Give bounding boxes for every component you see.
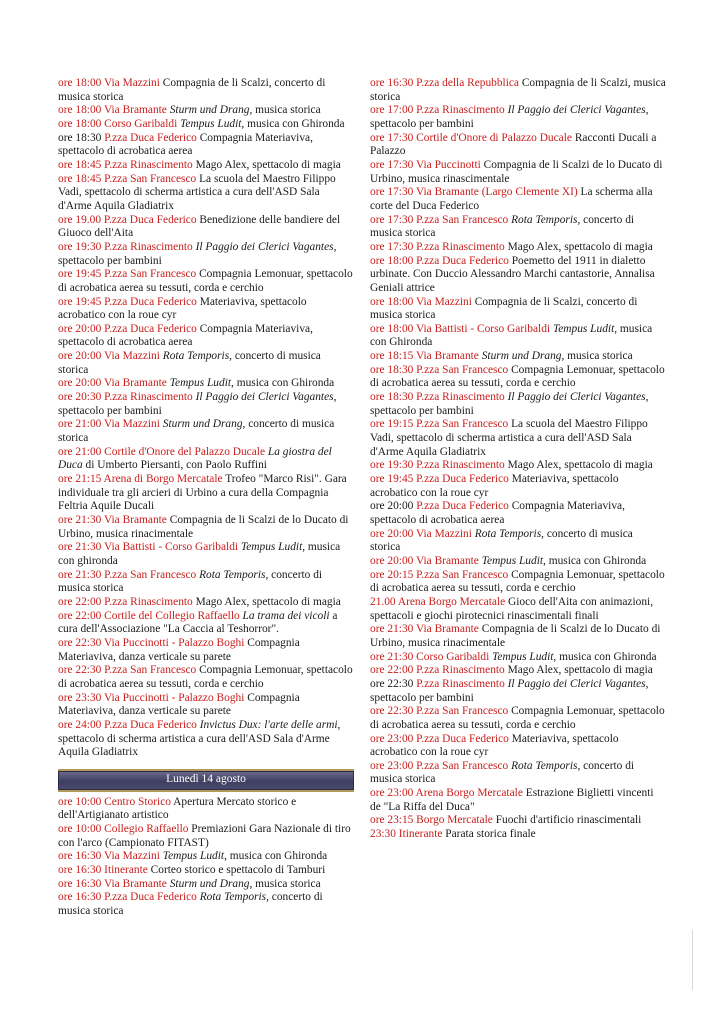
- schedule-entry: [370, 255, 666, 296]
- entry-time-location: ore 23:15 Borgo Mercatale: [370, 814, 493, 827]
- entry-time-location: ore 19:45 P.zza San Francesco: [58, 268, 197, 281]
- schedule-entry: [370, 418, 666, 459]
- schedule-entry: [370, 678, 666, 705]
- schedule-entry: [58, 296, 354, 323]
- entry-title: Tempus Ludit: [162, 850, 225, 863]
- entry-text: Compagnia Lemonuar, spettacolo di acrobatica aerea su tessuti, corda e cerchio: [58, 664, 353, 690]
- entry-time-location: ore 21:00 Cortile d'Onore del Palazzo Ducale: [58, 445, 266, 458]
- entry-text: , musica storica: [249, 877, 321, 890]
- left-entry-list: [58, 77, 354, 760]
- entry-text: Mago Alex, spettacolo di magia: [192, 158, 341, 171]
- right-entry-list: [370, 77, 666, 842]
- entry-text: La scuola del Maestro Filippo Vadi, spettacolo di scherma artistica a cura dell'ASD Sala d'Arme Aquila Gladiatrix: [58, 172, 336, 212]
- entry-time-location: ore 22:30 P.zza San Francesco: [58, 664, 197, 677]
- entry-time-location: ore 20:00 Via Bramante: [370, 554, 479, 567]
- entry-text: La scherma alla corte del Duca Federico: [370, 186, 653, 212]
- entry-text: La scuola del Maestro Filippo Vadi, spettacolo di scherma artistica a cura dell'ASD Sala d'Arme Aquila Gladiatrix: [370, 418, 648, 458]
- schedule-entry: [58, 719, 354, 760]
- schedule-entry: [370, 186, 666, 213]
- entry-title: Tempus Ludit: [180, 117, 242, 130]
- schedule-entry: [370, 296, 666, 323]
- entry-time-location: ore 20:00 P.zza Duca Federico: [58, 322, 197, 335]
- entry-text: Compagnia Materiaviva, danza verticale su parete: [58, 636, 300, 663]
- schedule-entry: [58, 350, 354, 377]
- entry-text: a cura dell'Associazione "La Caccia al Teshorror".: [58, 609, 338, 636]
- entry-title: Il Paggio dei Clerici Vagantes: [507, 391, 646, 404]
- schedule-entry: [370, 77, 666, 104]
- entry-time-location: ore 20:15 P.zza San Francesco: [370, 568, 509, 581]
- entry-text: , spettacolo per bambini: [58, 240, 337, 267]
- entry-text: Compagnia Lemonuar, spettacolo di acrobatica aerea su tessuti, corda e cerchio: [370, 568, 665, 595]
- entry-text: , spettacolo per bambini: [370, 391, 649, 417]
- entry-title: Rota Temporis: [199, 891, 267, 904]
- entry-text: Premiazioni Gara Nazionale di tiro con l'arco (Campionato FITAST): [58, 823, 351, 849]
- entry-time-location: ore 17:00 P.zza Rinascimento: [370, 104, 505, 117]
- entry-time-location: ore 17:30 Via Bramante (Largo Clemente XI): [370, 186, 578, 199]
- entry-time-location: ore 18:00 Via Bramante: [58, 104, 167, 117]
- entry-text: Mago Alex, spettacolo di magia: [192, 595, 341, 608]
- entry-time-location: ore 18:00 Via Mazzini: [58, 77, 160, 89]
- day-header: [58, 769, 354, 792]
- entry-title: Rota Temporis: [199, 568, 266, 581]
- entry-text: , musica storica: [561, 350, 633, 363]
- entry-text: , musica storica: [249, 104, 321, 117]
- entry-text: Compagnia Lemonuar, spettacolo di acrobatica aerea su tessuti, corda e cerchio: [370, 705, 665, 731]
- entry-text: Compagnia de li Scalzi de lo Ducato di Urbino, musica rinacimentale: [58, 514, 349, 540]
- entry-time-location: ore 21:30 Via Battisti - Corso Garibaldi: [58, 541, 239, 554]
- entry-time-location: ore 18:45 P.zza Rinascimento: [58, 158, 193, 171]
- entry-time-location: ore 22:00 Cortile del Collegio Raffaello: [58, 609, 240, 622]
- entry-text: Compagnia de li Scalzi de lo Ducato di Urbino, musica rinascimentale: [370, 158, 663, 185]
- schedule-entry: [58, 796, 354, 823]
- entry-time-location: ore 20:00 Via Mazzini: [58, 350, 160, 363]
- schedule-entry: [370, 528, 666, 555]
- entry-text: Materiaviva, spettacolo acrobatico con la roue cyr: [370, 732, 619, 759]
- entry-time-location: ore 18:00 P.zza Duca Federico: [370, 254, 509, 267]
- entry-title: Sturm und Drang: [481, 350, 562, 363]
- schedule-entry: [370, 473, 666, 500]
- schedule-entry: [58, 569, 354, 596]
- schedule-entry: [370, 814, 666, 828]
- entry-text: Racconti Ducali a Palazzo: [370, 131, 657, 158]
- schedule-entry: [370, 733, 666, 760]
- schedule-entry: [58, 850, 354, 864]
- entry-text: Trofeo "Marco Risi". Gara individuale tra gli arcieri di Urbino a cura della Compagnia Feltria Aquile Ducali: [58, 473, 347, 513]
- schedule-entry: [370, 596, 666, 623]
- entry-title: Tempus Ludit: [169, 377, 232, 390]
- schedule-entry: [370, 500, 666, 527]
- schedule-entry: [58, 159, 354, 173]
- entry-time-location: P.zza Rinascimento: [416, 677, 505, 690]
- entry-text: , musica con Ghironda: [241, 117, 345, 130]
- entry-title: Invictus Dux: l'arte delle armi: [199, 718, 338, 731]
- entry-text: , spettacolo per bambini: [370, 677, 649, 704]
- schedule-entry: [370, 241, 666, 255]
- schedule-entry: [370, 459, 666, 473]
- entry-time-location: ore 16:30 P.zza Duca Federico: [58, 891, 197, 904]
- schedule-entry: [58, 864, 354, 878]
- schedule-entry: [58, 637, 354, 664]
- schedule-entry: [58, 446, 354, 473]
- entry-time-location: ore 19:45 P.zza Duca Federico: [370, 473, 509, 486]
- schedule-entry: [58, 891, 354, 918]
- entry-time-location: ore 16:30 Itinerante: [58, 864, 148, 877]
- entry-text: Materiaviva, spettacolo acrobatico con la roue cyr: [58, 295, 307, 322]
- schedule-entry: [370, 391, 666, 418]
- entry-text: Apertura Mercato storico e dell'Artigianato artistico: [58, 795, 297, 822]
- schedule-entry: [58, 610, 354, 637]
- schedule-entry: [58, 692, 354, 719]
- entry-text: di Umberto Piersanti, con Paolo Ruffini: [82, 459, 267, 472]
- schedule-entry: [370, 569, 666, 596]
- entry-text: Compagnia Lemonuar, spettacolo di acrobatica aerea su tessuti, corda e cerchio: [370, 363, 665, 390]
- entry-title: Rota Temporis: [511, 213, 578, 226]
- schedule-entry: [58, 132, 354, 159]
- entry-text: , musica con Ghironda: [553, 650, 657, 663]
- schedule-entry: [58, 377, 354, 391]
- entry-time-location: ore 24:00 P.zza Duca Federico: [58, 718, 197, 731]
- entry-time-location: ore 17:30 P.zza San Francesco: [370, 213, 509, 226]
- schedule-entry: [370, 651, 666, 665]
- schedule-entry: [58, 664, 354, 691]
- schedule-entry: [370, 705, 666, 732]
- entry-time-location: ore 21:00 Via Mazzini: [58, 418, 160, 431]
- entry-title: Tempus Ludit: [492, 650, 554, 663]
- schedule-entry: [58, 823, 354, 850]
- entry-time-location: ore 20:30 P.zza Rinascimento: [58, 391, 193, 404]
- entry-text: , concerto di musica storica: [370, 527, 633, 554]
- right-column: [370, 77, 666, 842]
- entry-title: Sturm und Drang: [169, 877, 250, 890]
- entry-time-location: ore 16:30 P.zza della Repubblica: [370, 77, 519, 89]
- entry-time-location: ore 20:00 Via Mazzini: [370, 527, 472, 540]
- schedule-entry: [58, 541, 354, 568]
- entry-time-location: ore 23:00 P.zza Duca Federico: [370, 732, 509, 745]
- entry-time-location: ore 18:00 Corso Garibaldi: [58, 117, 178, 130]
- schedule-entry: [58, 104, 354, 118]
- schedule-entry: [370, 159, 666, 186]
- schedule-entry: [370, 623, 666, 650]
- entry-text: Mago Alex, spettacolo di magia: [504, 459, 653, 472]
- schedule-entry: [370, 760, 666, 787]
- entry-title: Rota Temporis: [162, 350, 230, 363]
- entry-time-location: ore 22:00 P.zza Rinascimento: [58, 595, 193, 608]
- entry-time-location: ore 19.00 P.zza Duca Federico: [58, 213, 197, 226]
- schedule-entry: [58, 268, 354, 295]
- schedule-entry: [58, 514, 354, 541]
- entry-time-location: ore 10:00 Collegio Raffaello: [58, 823, 189, 836]
- entry-text: Compagnia Materiaviva, spettacolo di acrobatica aerea: [370, 500, 625, 526]
- entry-text: , musica con ghironda: [58, 541, 341, 567]
- entry-time-location: ore 17:30 Via Puccinotti: [370, 158, 481, 171]
- entry-text: Compagnia Lemonuar, spettacolo di acrobatica aerea su tessuti, corda e cerchio: [58, 268, 353, 294]
- entry-text: Materiaviva, spettacolo acrobatico con la roue cyr: [370, 473, 619, 499]
- day-header-text: Lunedì 14 agosto: [166, 773, 246, 786]
- entry-time-location: 23:30 Itinerante: [370, 828, 443, 841]
- entry-text: Compagnia Materiaviva, spettacolo di acrobatica aerea: [58, 322, 313, 349]
- entry-time-location: ore 10:00 Centro Storico: [58, 795, 171, 808]
- entry-text: , concerto di musica storica: [58, 891, 323, 918]
- entry-text: Gioco dell'Aita con animazioni, spettacoli e giochi pirotecnici rinascimentali finali: [370, 595, 654, 622]
- entry-time-location: ore 21:15 Arena di Borgo Mercatale: [58, 473, 223, 486]
- schedule-entry: [58, 391, 354, 418]
- entry-time-location: ore 20:00 Via Bramante: [58, 377, 167, 390]
- entry-time-location: P.zza Duca Federico: [104, 131, 197, 144]
- entry-title: La trama dei vicoli: [242, 609, 330, 622]
- entry-text: , concerto di musica storica: [370, 213, 635, 240]
- entry-title: Il Paggio dei Clerici Vagantes: [195, 391, 334, 404]
- entry-text: Mago Alex, spettacolo di magia: [504, 664, 653, 677]
- entry-time-location: ore 18:00 Via Battisti - Corso Garibaldi: [370, 322, 551, 335]
- entry-time-location: ore 21:30 Via Bramante: [58, 514, 167, 526]
- entry-text: Benedizione delle bandiere del Giuoco dell'Aita: [58, 213, 341, 240]
- schedule-entry: [58, 118, 354, 132]
- schedule-entry: [370, 214, 666, 241]
- entry-text: Poemetto del 1911 in dialetto urbinate. Con Duccio Alessandro Marchi cantastorie, Annalisa Geniali attrice: [370, 254, 655, 294]
- entry-title: Il Paggio dei Clerici Vagantes: [507, 677, 646, 690]
- entry-text: , concerto di musica storica: [58, 418, 335, 445]
- entry-text: Corteo storico e spettacolo di Tamburi: [147, 864, 326, 877]
- entry-text: , spettacolo di scherma artistica a cura dell'ASD Sala d'Arme Aquila Gladiatrix: [58, 718, 341, 759]
- entry-text: , musica con Ghironda: [543, 554, 647, 567]
- entry-title: Rota Temporis: [474, 527, 542, 540]
- schedule-entry: [370, 555, 666, 569]
- entry-text: ore 20:00: [370, 500, 417, 513]
- entry-time-location: ore 21:30 Corso Garibaldi: [370, 650, 490, 663]
- entry-time-location: ore 16:30 Via Bramante: [58, 877, 167, 890]
- entry-time-location: ore 18:15 Via Bramante: [370, 350, 479, 363]
- entry-title: Rota Temporis: [511, 759, 578, 772]
- schedule-entry: [58, 241, 354, 268]
- entry-text: ore 22:30: [370, 677, 417, 690]
- entry-text: Fuochi d'artificio rinascimentali: [492, 814, 642, 827]
- schedule-entry: [58, 878, 354, 892]
- entry-time-location: ore 21:30 Via Bramante: [370, 623, 479, 636]
- entry-time-location: ore 19:30 P.zza Rinascimento: [370, 459, 505, 472]
- entry-text: Compagnia Materiaviva, spettacolo di acrobatica aerea: [58, 131, 313, 158]
- entry-time-location: ore 19:15 P.zza San Francesco: [370, 418, 509, 431]
- entry-time-location: ore 23:00 Arena Borgo Mercatale: [370, 787, 523, 800]
- entry-time-location: ore 18:30 P.zza San Francesco: [370, 363, 509, 376]
- schedule-entry: [58, 173, 354, 214]
- entry-text: , spettacolo per bambini: [58, 391, 337, 417]
- schedule-entry: [370, 787, 666, 814]
- side-divider: [692, 930, 693, 990]
- schedule-entry: [370, 323, 666, 350]
- schedule-entry: [58, 323, 354, 350]
- left-entry-list-after-header: [58, 796, 354, 919]
- entry-title: La giostra del Duca: [58, 445, 332, 472]
- entry-text: Estrazione Biglietti vincenti de "La Riffa del Duca": [370, 787, 654, 813]
- entry-text: Mago Alex, spettacolo di magia: [504, 240, 653, 253]
- entry-title: Tempus Ludit: [240, 541, 303, 554]
- entry-title: Sturm und Drang: [162, 418, 243, 431]
- entry-time-location: ore 16:30 Via Mazzini: [58, 850, 160, 863]
- entry-time-location: 21.00 Arena Borgo Mercatale: [370, 595, 506, 608]
- entry-text: Compagnia de li Scalzi, concerto di musica storica: [58, 77, 326, 103]
- entry-time-location: ore 22:30 Via Puccinotti - Palazzo Boghi: [58, 636, 245, 649]
- entry-title: Il Paggio dei Clerici Vagantes: [195, 240, 334, 253]
- entry-time-location: ore 22:00 P.zza Rinascimento: [370, 664, 505, 677]
- entry-time-location: ore 19:30 P.zza Rinascimento: [58, 240, 193, 253]
- entry-text: Compagnia de li Scalzi, musica storica: [370, 77, 666, 103]
- entry-time-location: ore 23:30 Via Puccinotti - Palazzo Boghi: [58, 691, 245, 704]
- entry-time-location: ore 22:30 P.zza San Francesco: [370, 705, 509, 718]
- entry-time-location: ore 18:00 Via Mazzini: [370, 295, 472, 308]
- entry-text: , spettacolo per bambini: [370, 104, 649, 130]
- entry-text: , concerto di musica storica: [58, 568, 323, 595]
- entry-text: , concerto di musica storica: [58, 350, 321, 376]
- entry-time-location: ore 17:30 Cortile d'Onore di Palazzo Ducale: [370, 131, 572, 144]
- schedule-entry: [58, 418, 354, 445]
- entry-text: , musica con Ghironda: [370, 322, 653, 349]
- schedule-entry: [58, 77, 354, 104]
- entry-text: Compagnia de li Scalzi de lo Ducato di Urbino, musica rinacimentale: [370, 623, 661, 649]
- schedule-entry: [370, 132, 666, 159]
- entry-time-location: P.zza Duca Federico: [416, 500, 509, 513]
- schedule-entry: [58, 596, 354, 610]
- entry-time-location: ore 18:30 P.zza Rinascimento: [370, 391, 505, 404]
- schedule-entry: [58, 473, 354, 514]
- entry-time-location: ore 17:30 P.zza Rinascimento: [370, 240, 505, 253]
- entry-title: Il Paggio dei Clerici Vagantes: [507, 104, 646, 117]
- entry-text: Compagnia Materiaviva, danza verticale su parete: [58, 691, 300, 718]
- schedule-entry: [370, 664, 666, 678]
- entry-title: Tempus Ludit: [552, 322, 615, 335]
- schedule-entry: [370, 364, 666, 391]
- entry-text: Compagnia de li Scalzi, concerto di musica storica: [370, 295, 638, 322]
- left-column: [58, 77, 354, 919]
- entry-time-location: ore 18:45 P.zza San Francesco: [58, 172, 197, 185]
- entry-text: ore 18:30: [58, 131, 105, 144]
- entry-time-location: ore 21:30 P.zza San Francesco: [58, 568, 197, 581]
- entry-title: Tempus Ludit: [481, 554, 544, 567]
- entry-text: , concerto di musica storica: [370, 759, 635, 786]
- schedule-entry: [370, 104, 666, 131]
- entry-text: Parata storica finale: [442, 828, 536, 841]
- schedule-entry: [370, 828, 666, 842]
- schedule-entry: [58, 214, 354, 241]
- entry-time-location: ore 19:45 P.zza Duca Federico: [58, 295, 197, 308]
- schedule-entry: [370, 350, 666, 364]
- entry-title: Sturm und Drang: [169, 104, 250, 117]
- entry-time-location: ore 23:00 P.zza San Francesco: [370, 759, 509, 772]
- entry-text: , musica con Ghironda: [231, 377, 335, 390]
- entry-text: , musica con Ghironda: [224, 850, 328, 863]
